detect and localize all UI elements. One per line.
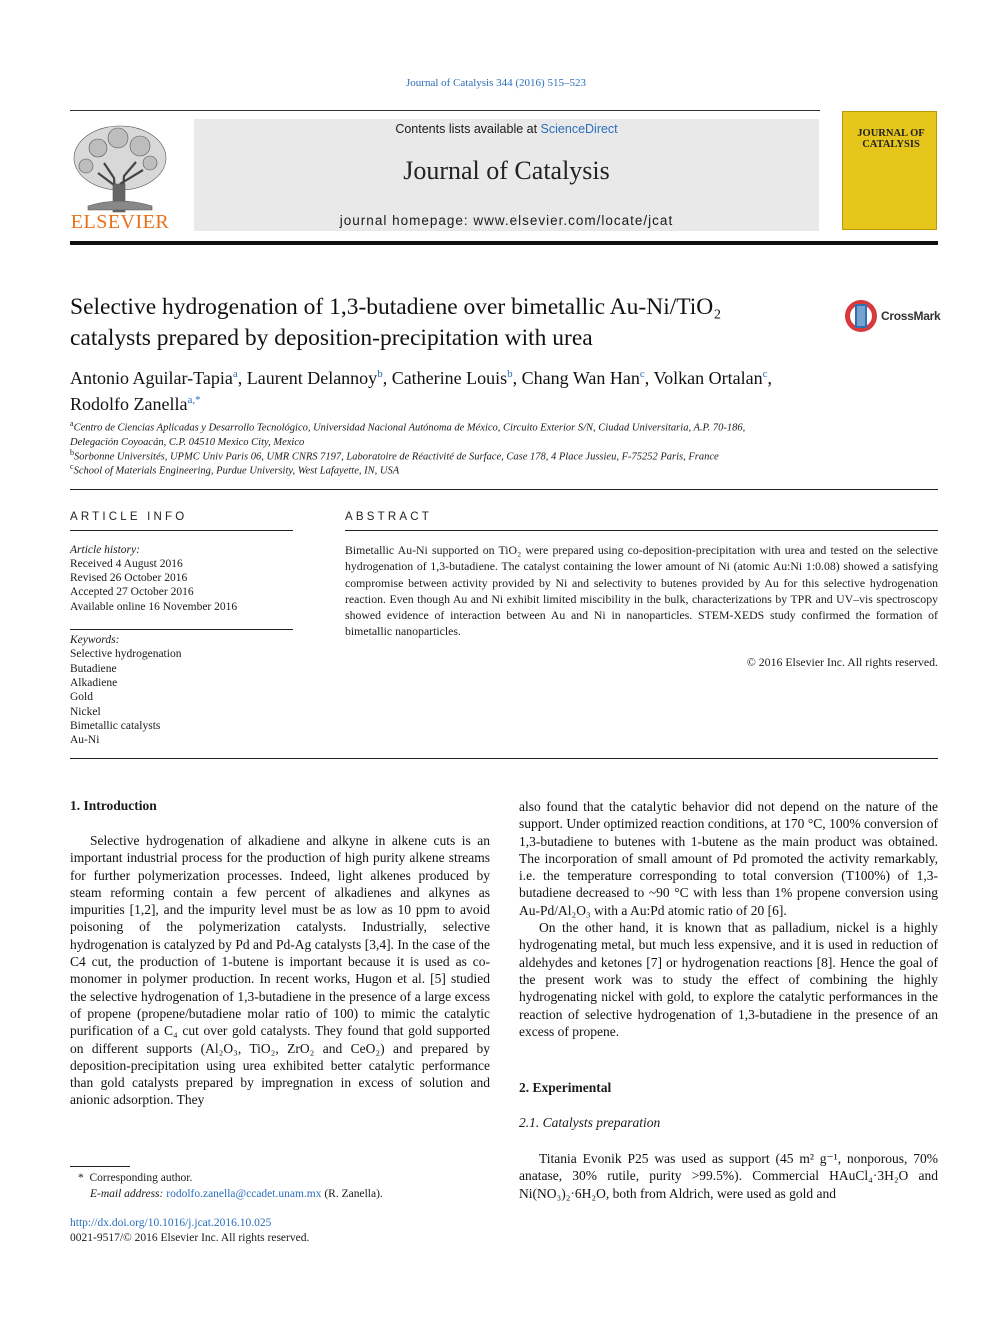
corresponding-author-note: * Corresponding author. xyxy=(78,1172,193,1184)
email-link[interactable]: rodolfo.zanella@ccadet.unam.mx xyxy=(166,1188,322,1200)
affiliation-c: $^c$School of Materials Engineering, Purdue University, West Lafayette, IN, USA xyxy=(70,462,400,477)
history-label: Article history: xyxy=(70,544,140,556)
crossmark-label[interactable]: CrossMark xyxy=(881,309,941,323)
affiliation-b: $^b$Sorbonne Universités, UPMC Univ Paris 06, UMR CNRS 7197, Laboratoire de Réactivité de Surface, Case 178, 4 Place Jussieu, F-75252 Paris, France xyxy=(70,448,719,463)
section-rule xyxy=(70,489,938,490)
footnote-rule xyxy=(70,1166,130,1167)
author[interactable]: Rodolfo Zanella xyxy=(70,394,188,414)
author[interactable]: Antonio Aguilar-Tapia xyxy=(70,368,233,388)
subsection-catalysts-heading: 2.1. Catalysts preparation xyxy=(519,1115,661,1130)
email-note: E-mail address: rodolfo.zanella@ccadet.unam.mx (R. Zanella). xyxy=(90,1188,383,1200)
author[interactable]: Catherine Louis xyxy=(391,368,508,388)
journal-citation[interactable]: Journal of Catalysis 344 (2016) 515–523 xyxy=(406,77,586,89)
keyword: Selective hydrogenation xyxy=(70,648,182,660)
journal-cover[interactable] xyxy=(842,111,937,230)
abstract-rule xyxy=(345,530,938,531)
catalysts-paragraph: Titania Evonik P25 was used as support (45 m² g⁻¹, nonporous, 70% anatase, 30% rutile, purity >99.5%). Commercial HAuCl₄·3H₂O and Ni(NO₃)₂·6H₂O, both from Aldrich, were used as gold and xyxy=(519,1151,938,1201)
history-online: Available online 16 November 2016 xyxy=(70,601,238,613)
keyword: Gold xyxy=(70,691,93,703)
body-rule xyxy=(70,758,938,759)
keyword: Nickel xyxy=(70,706,101,718)
abstract-text: Bimetallic Au-Ni supported on TiO₂ were prepared using co-deposition-precipitation with urea and tested on the selective hydrogenation of 1,3-butadiene. The catalyst containing the lower amount of Ni (atomic Au:Ni 1:0.08) showed a satisfying compromise between activity provided by Ni and selectivity to butenes provided by Au for this selective hydrogenation reaction. Even though Au and Ni exhibit limited miscibility in the bulk, characterizations by TPR and UV–vis spectroscopy showed evidence of interaction between Au and Ni in nanoparticles. STEM-XEDS study confirmed the formation of bimetallic nanoparticles. xyxy=(345,543,938,639)
author[interactable]: Chang Wan Han xyxy=(521,368,640,388)
history-revised: Revised 26 October 2016 xyxy=(70,572,188,584)
elsevier-wordmark: ELSEVIER xyxy=(70,211,170,233)
author-list: Antonio Aguilar-Tapia$^a$, Laurent Delannoy$^b$, Catherine Louis$^b$, Chang Wan Han$^c$, Volkan Ortalan$^c$, Rodolfo Zanella$^{a,*}$ xyxy=(70,368,772,414)
keyword: Butadiene xyxy=(70,663,117,675)
info-rule xyxy=(70,530,293,531)
section-experimental-heading: 2. Experimental xyxy=(519,1080,612,1095)
header-thick-rule xyxy=(70,241,938,245)
sciencedirect-link[interactable]: ScienceDirect xyxy=(540,122,618,136)
header-rule xyxy=(70,110,820,111)
right-paragraph-2: On the other hand, it is known that as palladium, nickel is a highly hydrogenating metal, but much less expensive, and it is used in reduction of aldehydes and ketones [7] or hydrogenation reactions [8]. Hence the goal of the present work was to study the effect of combining the highly hydrogenating nickel with gold, to explore the catalytic performances in the reaction of selective hydrogenation of 1,3-butadiene in the presence of an excess of propene. xyxy=(519,920,938,1039)
article-info-heading: ARTICLE INFO xyxy=(70,511,188,523)
keywords-label: Keywords: xyxy=(70,634,120,646)
journal-banner xyxy=(194,119,819,231)
keywords-rule xyxy=(70,629,293,630)
author[interactable]: Volkan Ortalan xyxy=(653,368,763,388)
keyword: Au-Ni xyxy=(70,734,100,746)
introduction-paragraph: Selective hydrogenation of alkadiene and alkyne in alkene cuts is an important industrial process for the production of high purity alkene streams for further polymerization processes. Indeed, light alkenes produced by steam reforming contain a few percent of alkadienes and alkynes as impurities [1,2], and the impurity level must be as low as 10 ppm to avoid poisoning of the polymerization catalysts. Industrially, selective hydrogenation is catalyzed by Pd and Pd-Ag catalysts [3,4]. In the case of the C4 cut, the production of 1-butene is important because it is used as co-monomer in polymer production. In recent works, Hugon et al. [5] studied the selective hydrogenation of 1,3-butadiene in the presence of a large excess of propene (propene/butadiene molar ratio of 100) to mimic the catalytic purification of a C₄ cut over gold catalysts. They found that gold supported on different supports (Al₂O₃, TiO₂, ZrO₂ and CeO₂) and prepared by deposition-precipitation using urea exhibited better catalytic performance than gold catalysts prepared by impregnation in excess of solution and anionic adsorption. They xyxy=(70,833,490,1108)
right-column-text xyxy=(519,798,938,1040)
contents-line: Contents lists available at ScienceDirect xyxy=(395,122,618,136)
abstract-heading: ABSTRACT xyxy=(345,511,432,523)
right-paragraph-1: also found that the catalytic behavior did not depend on the nature of the support. Under optimized reaction conditions, at 170 °C, 100% conversion of 1,3-butadiene to butenes with 1-butene as the main product was obtained. The incorporation of small amount of Pd promoted the activity remarkably, i.e. the temperature corresponding to total conversion (T100%) of 1,3-butadiene decreased to ~90 °C with less than 1% propene conversion using Au-Pd/Al₂O₃ with a Au:Pd atomic ratio of 20 [6]. xyxy=(519,799,938,918)
keyword: Bimetallic catalysts xyxy=(70,720,161,732)
affiliation-a: $^a$Centro de Ciencias Aplicadas y Desarrollo Tecnológico, Universidad Nacional Autónoma de México, Circuito Exterior S/N, Ciudad Universitaria, A.P. 70-186, Delegación Coyoacán, C.P. 04510 Mexico City, Mexico xyxy=(70,419,746,448)
doi-link[interactable]: http://dx.doi.org/10.1016/j.jcat.2016.10.025 xyxy=(70,1217,272,1229)
keyword: Alkadiene xyxy=(70,677,118,689)
history-accepted: Accepted 27 October 2016 xyxy=(70,586,194,598)
history-received: Received 4 August 2016 xyxy=(70,558,183,570)
section-introduction-heading: 1. Introduction xyxy=(70,798,157,813)
abstract-copyright: © 2016 Elsevier Inc. All rights reserved. xyxy=(746,655,938,669)
journal-homepage[interactable]: journal homepage: www.elsevier.com/locate/jcat xyxy=(339,213,674,228)
article-title: Selective hydrogenation of 1,3-butadiene over bimetallic Au-Ni/TiO₂ catalysts prepared by deposition-precipitation with urea xyxy=(70,294,722,351)
crossmark-icon[interactable] xyxy=(843,298,879,334)
author[interactable]: Laurent Delannoy xyxy=(246,368,378,388)
journal-title: Journal of Catalysis xyxy=(403,156,610,185)
issn-line: 0021-9517/© 2016 Elsevier Inc. All rights reserved. xyxy=(70,1232,310,1244)
cover-title: JOURNAL OF CATALYSIS xyxy=(857,128,925,150)
